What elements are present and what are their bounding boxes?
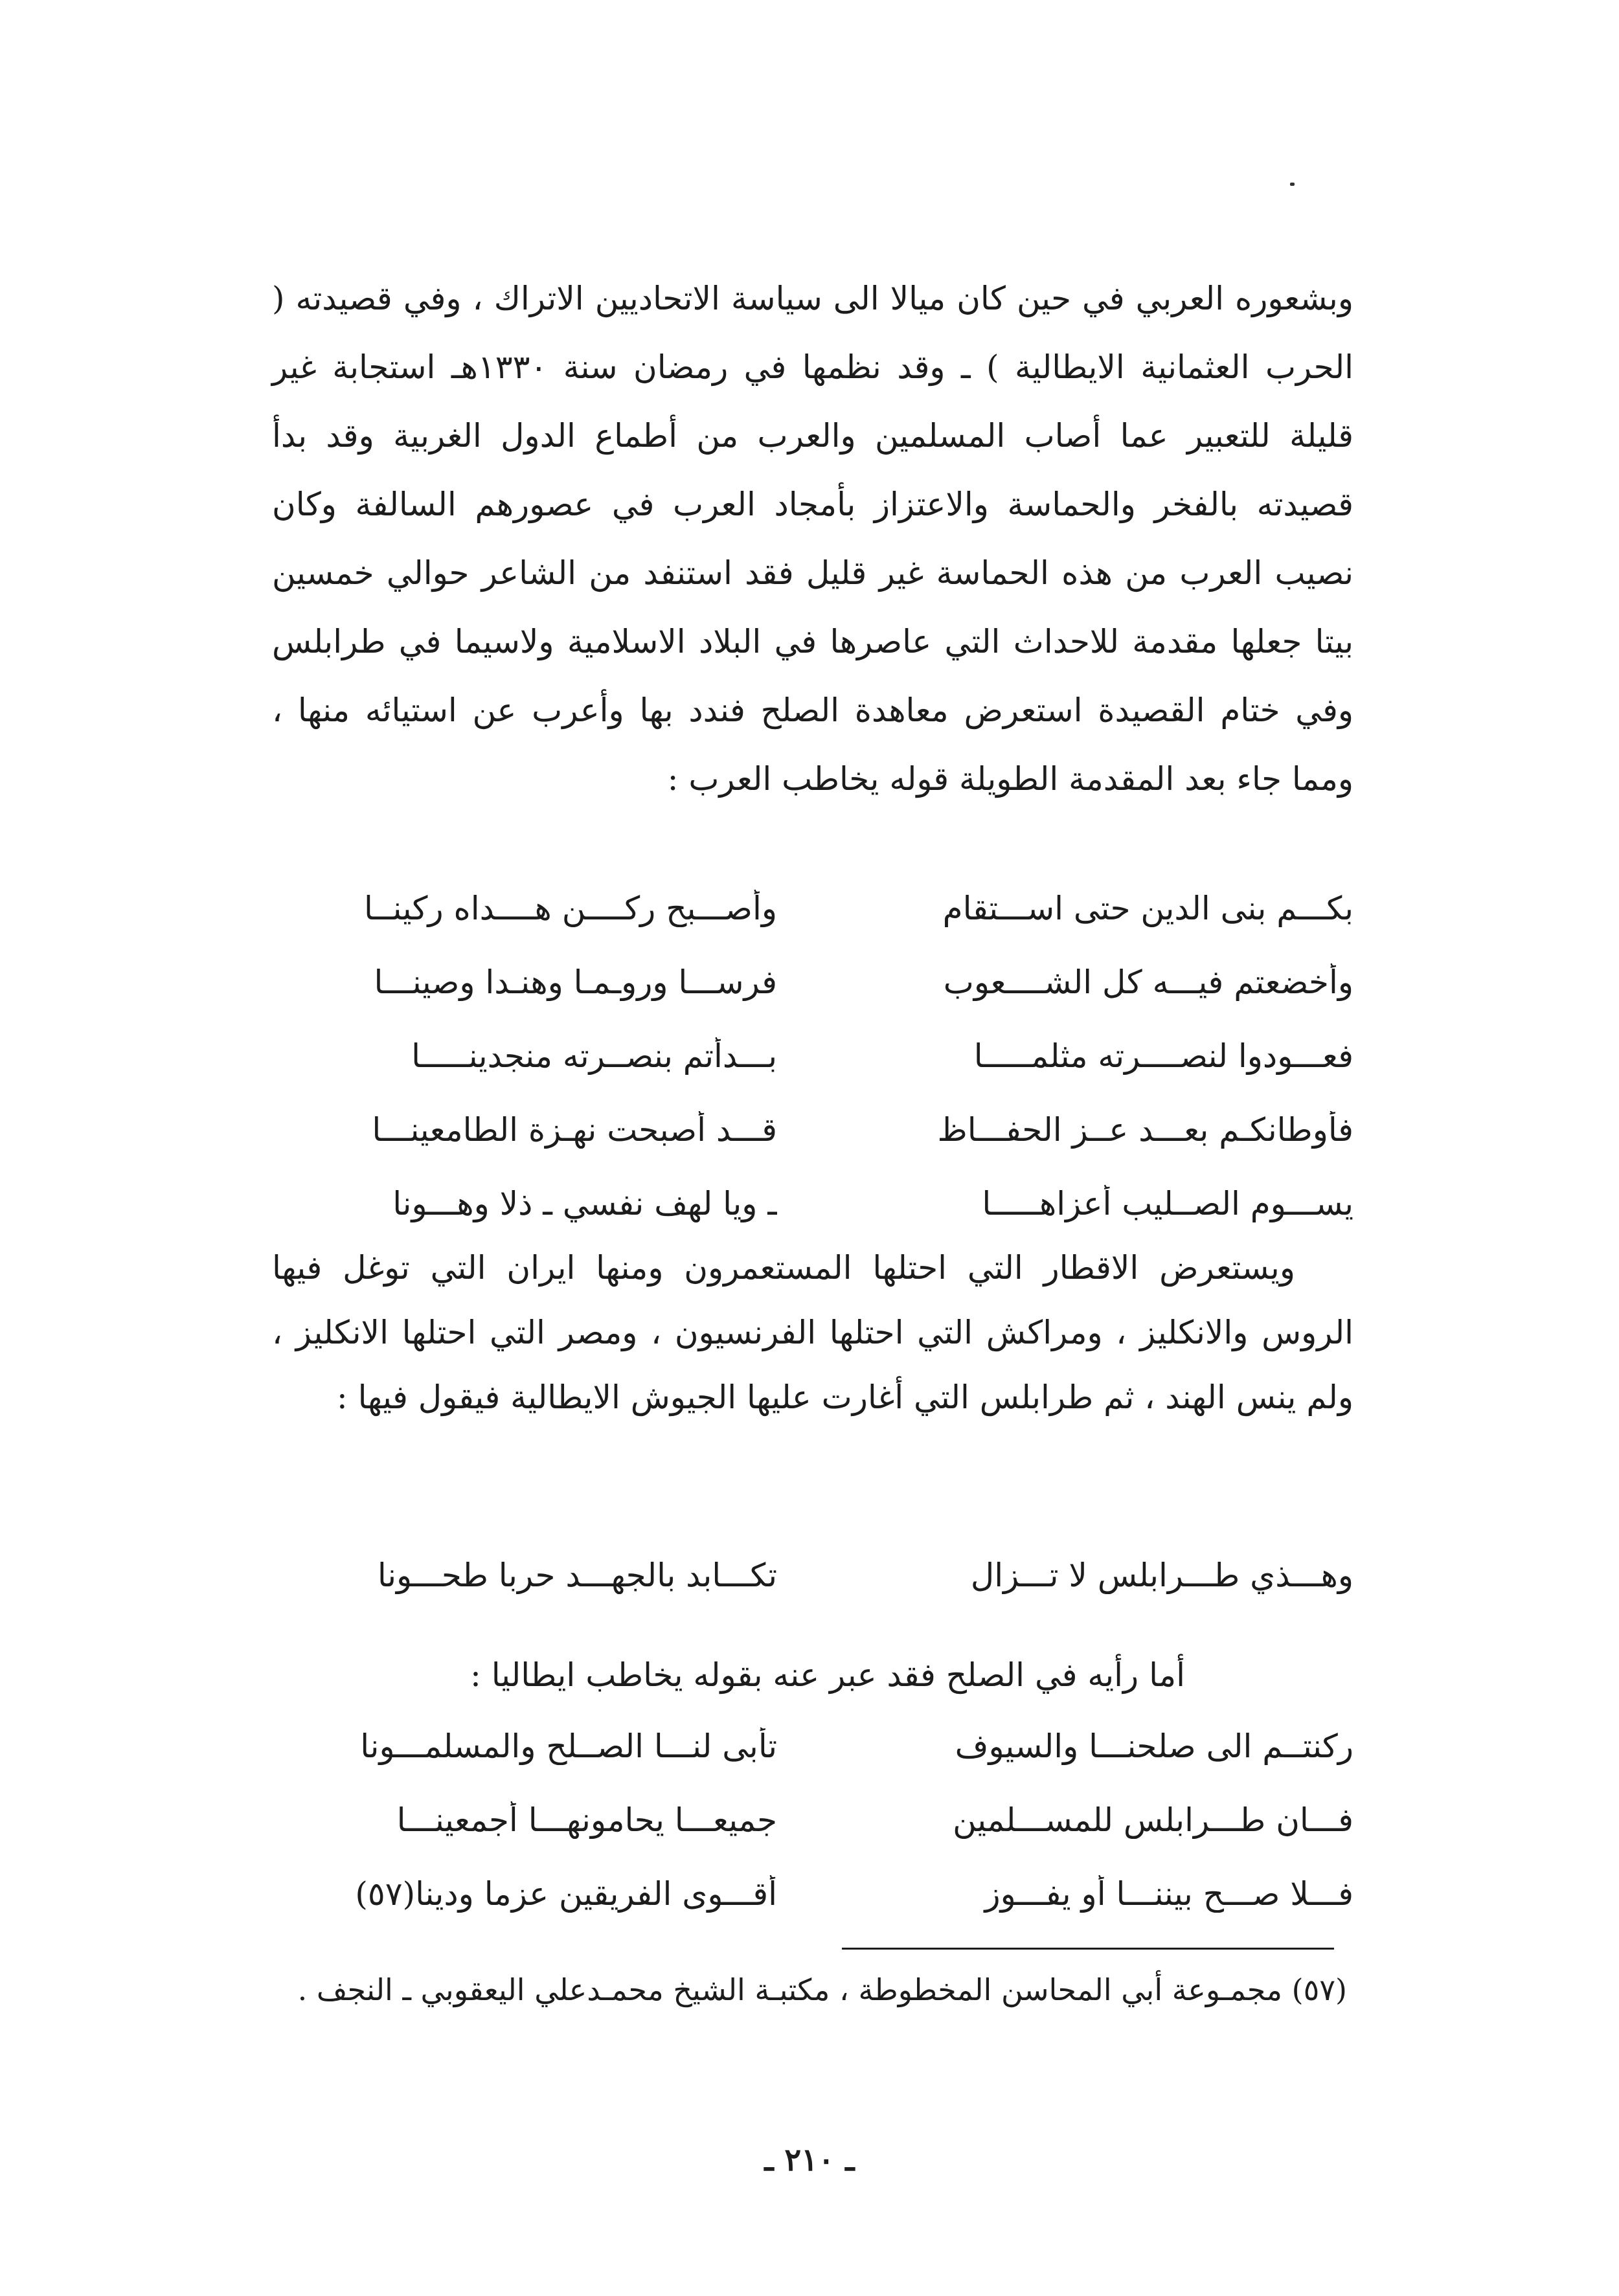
- verse-first-hemistich: فـــلا صـــح بيننـــا أو يفـــوز: [984, 1875, 1353, 1913]
- verse-first-hemistich: فـــان طـــرابلس للمســـلمين: [953, 1801, 1353, 1839]
- verse-second-hemistich: تكـــابد بالجهـــد حربا طحـــونا: [377, 1557, 777, 1594]
- footnote: [272, 1962, 1347, 2018]
- regions-text: ويستعرض الاقطار التي احتلها المستعمرون ومنها ايران التي توغل فيها الروس والانكليز ، ومراكش التي احتلها الفرنسيون ، ومصر التي احتلها الانكليز ، ولم ينس الهند ، ثم طرابلس التي أغارت عليها الجيوش الايطالية فيقول فيها :: [272, 1249, 1353, 1416]
- verse-line: [272, 1019, 1353, 1093]
- verse-first-hemistich: يســـوم الصــليب أعزاهـــــا: [982, 1185, 1353, 1222]
- ink-dot: [1290, 183, 1295, 186]
- verse-first-hemistich: ركنتــم الى صلحنـــا والسيوف: [955, 1728, 1353, 1765]
- verses-peace: [272, 1709, 1353, 1931]
- verse-first-hemistich: وهـــذي طـــرابلس لا تـــزال: [970, 1557, 1353, 1594]
- verse-line: [272, 1783, 1353, 1857]
- verse-line: [272, 1167, 1353, 1241]
- verse-line: [272, 1093, 1353, 1167]
- verse-second-hemistich: أقـــوى الفريقين عزما ودينا(٥٧): [355, 1875, 777, 1913]
- peace-text: أما رأيه في الصلح فقد عبر عنه بقوله يخاطب ايطاليا :: [470, 1656, 1185, 1694]
- peace-paragraph: [272, 1646, 1353, 1704]
- verse-second-hemistich: تأبى لنـــا الصــلح والمسلمـــونا: [360, 1728, 777, 1765]
- verse-first-hemistich: فعـــودوا لنصــــرته مثلمـــــا: [973, 1037, 1353, 1075]
- verse-first-hemistich: فأوطانكـم بعـــد عــز الحفـــاظ: [937, 1111, 1353, 1149]
- intro-text: وبشعوره العربي في حين كان ميالا الى سياسة الاتحاديين الاتراك ، وفي قصيدته ( الحرب العثمانية الايطالية ) ـ وقد نظمها في رمضان سنة ١٣٣٠هـ استجابة غير قليلة للتعبير عما أصاب المسلمين والعرب من أطماع الدول الغربية وقد بدأ قصيدته بالفخر والحماسة والاعتزاز بأمجاد العرب في عصورهم السالفة وكان نصيب العرب من هذه الحماسة غير قليل فقد استنفد من الشاعر حوالي خمسين بيتا جعلها مقدمة للاحداث التي عاصرها في البلاد الاسلامية ولاسيما في طرابلس وفي ختام القصيدة استعرض معاهدة الصلح فندد بها وأعرب عن استيائه منها ، ومما جاء بعد المقدمة الطويلة قوله يخاطب العرب :: [272, 280, 1354, 798]
- verse-second-hemistich: وأصـــبح ركــــن هــــداه ركينــا: [363, 890, 777, 927]
- verse-line: [272, 945, 1353, 1019]
- regions-paragraph: [272, 1235, 1353, 1430]
- verse-first-hemistich: بكـــم بنى الدين حتى اســـتقام: [942, 890, 1353, 927]
- verse-second-hemistich: بـــدأتم بنصــرته منجدينـــــا: [411, 1037, 777, 1075]
- verse-second-hemistich: فرســـا وروـمـا وهنـدا وصينـــا: [374, 963, 777, 1001]
- footnote-text: (٥٧) مجمـوعة أبي المحاسن المخطوطة ، مكتبـة الشيخ محمـدعلي اليعقوبي ـ النجف .: [297, 1972, 1347, 2007]
- verse-second-hemistich: جميعـــا يحامونهـــا أجمعينـــا: [396, 1801, 777, 1839]
- verse-line: [272, 1538, 1353, 1612]
- verse-first-hemistich: وأخضعتم فيـــه كل الشــــعوب: [943, 963, 1353, 1001]
- footnote-divider: [842, 1948, 1334, 1950]
- verse-second-hemistich: قـــد أصبحت نهـزة الطامعينـــا: [372, 1111, 777, 1149]
- verse-line: [272, 1857, 1353, 1931]
- verse-line: [272, 872, 1353, 945]
- verse-second-hemistich: ـ ويا لهف نفسي ـ ذلا وهـــونا: [392, 1185, 777, 1222]
- intro-paragraph: [272, 264, 1353, 813]
- verse-line: [272, 1709, 1353, 1783]
- verses-arabs: [272, 872, 1353, 1241]
- page-number: ـ ٢١٠ ـ: [764, 2142, 855, 2178]
- verses-tripoli: [272, 1538, 1353, 1612]
